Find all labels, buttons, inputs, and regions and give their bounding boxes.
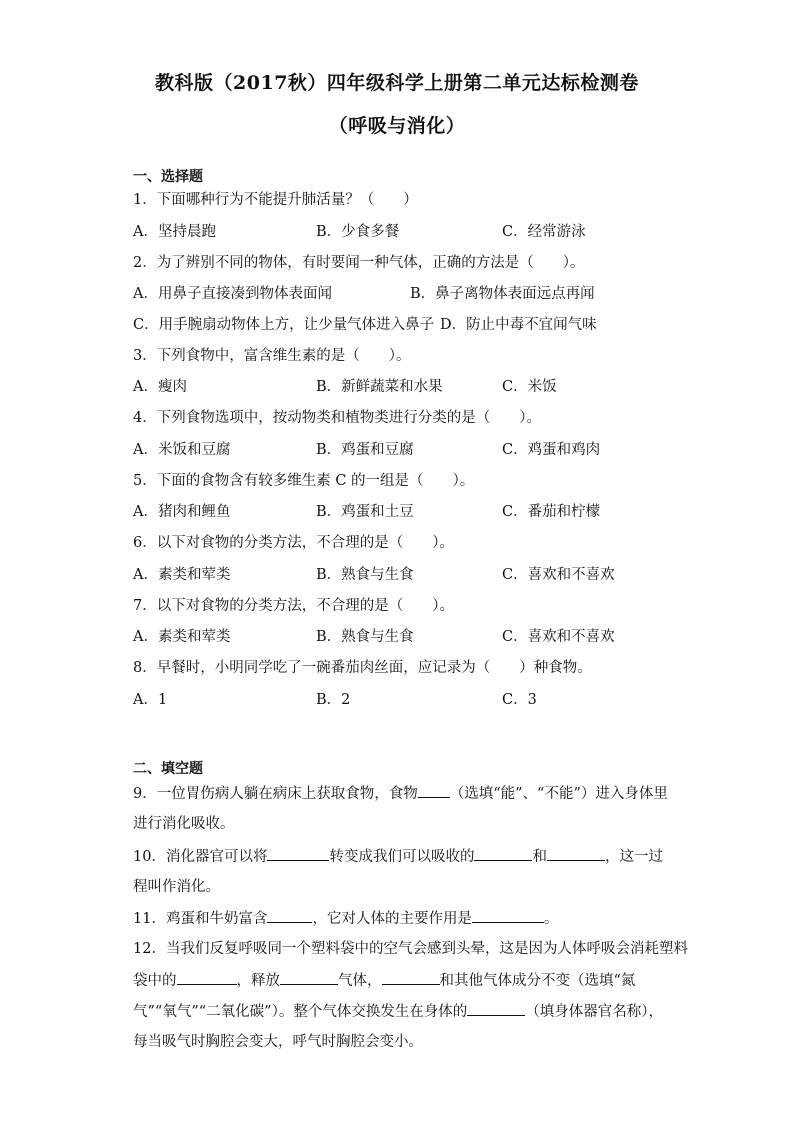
section-heading-fill-blank: 二、填空题 bbox=[133, 761, 203, 777]
question-9-text-1: 9．一位胃伤病人躺在病床上获取食物，食物 bbox=[133, 786, 418, 802]
answer-blank[interactable] bbox=[280, 970, 338, 985]
question-5-option-a: A．猪肉和鲤鱼 bbox=[133, 504, 231, 520]
answer-blank[interactable] bbox=[267, 846, 329, 861]
question-4-option-b: B．鸡蛋和豆腐 bbox=[316, 442, 414, 458]
question-1-stem: 1．下面哪种行为不能提升肺活量？（ ） bbox=[133, 192, 418, 208]
question-8-option-b: B．2 bbox=[316, 692, 351, 708]
question-12-text-6: 气”“氧气”“二氧化碳”）。整个气体交换发生在身体的 bbox=[133, 1004, 468, 1020]
question-11-line bbox=[133, 908, 558, 929]
question-8-option-a: A．1 bbox=[133, 692, 168, 708]
answer-blank[interactable] bbox=[547, 846, 605, 861]
question-11-text-2: ，它对人体的主要作用是 bbox=[312, 911, 472, 927]
page-subtitle: （呼吸与消化） bbox=[328, 115, 466, 137]
question-2-option-c: C．用手腕扇动物体上方，让少量气体进入鼻子 bbox=[133, 317, 435, 333]
answer-blank[interactable] bbox=[474, 846, 532, 861]
question-4-option-a: A．米饭和豆腐 bbox=[133, 442, 231, 458]
question-6-option-c: C．喜欢和不喜欢 bbox=[502, 567, 615, 583]
question-4-option-c: C．鸡蛋和鸡肉 bbox=[502, 442, 601, 458]
question-12-line-4: 每当吸气时胸腔会变大，呼气时胸腔会变小。 bbox=[133, 1034, 423, 1050]
question-10-text-4: ，这一过 bbox=[604, 849, 663, 865]
page-title: 教科版（2017秋）四年级科学上册第二单元达标检测卷 bbox=[155, 72, 639, 94]
question-6-stem: 6．以下对食物的分类方法，不合理的是（ ）。 bbox=[133, 535, 454, 551]
question-3-stem: 3．下列食物中，富含维生素的是（ ）。 bbox=[133, 348, 411, 364]
answer-blank[interactable] bbox=[267, 908, 312, 923]
question-1-option-c: C．经常游泳 bbox=[502, 224, 586, 240]
question-1-option-b: B．少食多餐 bbox=[316, 224, 400, 240]
question-7-option-c: C．喜欢和不喜欢 bbox=[502, 629, 615, 645]
question-12-line-2 bbox=[133, 970, 635, 991]
question-11-text-3: 。 bbox=[543, 911, 559, 927]
question-2-option-d: D．防止中毒不宜闻气味 bbox=[440, 317, 597, 333]
question-10-text-2: 转变成我们可以吸收的 bbox=[329, 849, 475, 865]
answer-blank[interactable] bbox=[467, 1001, 525, 1016]
question-10-text-1: 10．消化器官可以将 bbox=[133, 849, 268, 865]
question-7-stem: 7．以下对食物的分类方法，不合理的是（ ）。 bbox=[133, 598, 454, 614]
question-1-option-a: A．坚持晨跑 bbox=[133, 224, 216, 240]
question-9-text-2: （选填“能”、“不能”）进入身体里 bbox=[449, 786, 668, 802]
question-9-line-1 bbox=[133, 783, 668, 804]
question-7-option-a: A．素类和荤类 bbox=[133, 629, 231, 645]
question-12-text-5: 和其他气体成分不变（选填“氮 bbox=[439, 973, 636, 989]
answer-blank[interactable] bbox=[418, 783, 450, 798]
question-12-line-3 bbox=[133, 1001, 663, 1022]
question-10-text-3: 和 bbox=[532, 849, 547, 865]
question-12-line-1: 12．当我们反复呼吸同一个塑料袋中的空气会感到头晕，这是因为人体呼吸会消耗塑料 bbox=[133, 941, 688, 957]
question-5-option-b: B．鸡蛋和土豆 bbox=[316, 504, 414, 520]
question-6-option-a: A．素类和荤类 bbox=[133, 567, 231, 583]
question-12-text-7: （填身体器官名称）， bbox=[525, 1004, 664, 1020]
question-11-text-1: 11．鸡蛋和牛奶富含 bbox=[133, 911, 268, 927]
question-12-text-4: 气体， bbox=[338, 973, 382, 989]
question-3-option-c: C．米饭 bbox=[502, 379, 557, 395]
answer-blank[interactable] bbox=[177, 970, 237, 985]
section-heading-choice: 一、选择题 bbox=[133, 169, 203, 185]
question-7-option-b: B．熟食与生食 bbox=[316, 629, 414, 645]
question-5-option-c: C．番茄和柠檬 bbox=[502, 504, 601, 520]
question-8-stem: 8．早餐时，小明同学吃了一碗番茄肉丝面，应记录为（ ）种食物。 bbox=[133, 660, 592, 676]
question-12-text-3: ，释放 bbox=[236, 973, 280, 989]
answer-blank[interactable] bbox=[382, 970, 440, 985]
question-5-stem: 5．下面的食物含有较多维生素 C 的一组是（ ）。 bbox=[133, 473, 475, 489]
question-3-option-a: A．瘦肉 bbox=[133, 379, 187, 395]
question-6-option-b: B．熟食与生食 bbox=[316, 567, 414, 583]
question-10-line-1 bbox=[133, 846, 663, 867]
question-4-stem: 4．下列食物选项中，按动物类和植物类进行分类的是（ ）。 bbox=[133, 410, 541, 426]
question-10-line-2: 程叫作消化。 bbox=[133, 879, 220, 895]
question-2-stem: 2．为了辨别不同的物体，有时要闻一种气体，正确的方法是（ ）。 bbox=[133, 255, 585, 271]
question-8-option-c: C．3 bbox=[502, 692, 537, 708]
question-2-option-b: B．鼻子离物体表面远点再闻 bbox=[410, 286, 595, 302]
question-12-text-2: 袋中的 bbox=[133, 973, 177, 989]
question-2-option-a: A．用鼻子直接凑到物体表面闻 bbox=[133, 286, 332, 302]
answer-blank[interactable] bbox=[472, 908, 544, 923]
question-3-option-b: B．新鲜蔬菜和水果 bbox=[316, 379, 443, 395]
question-9-line-2: 进行消化吸收。 bbox=[133, 816, 235, 832]
